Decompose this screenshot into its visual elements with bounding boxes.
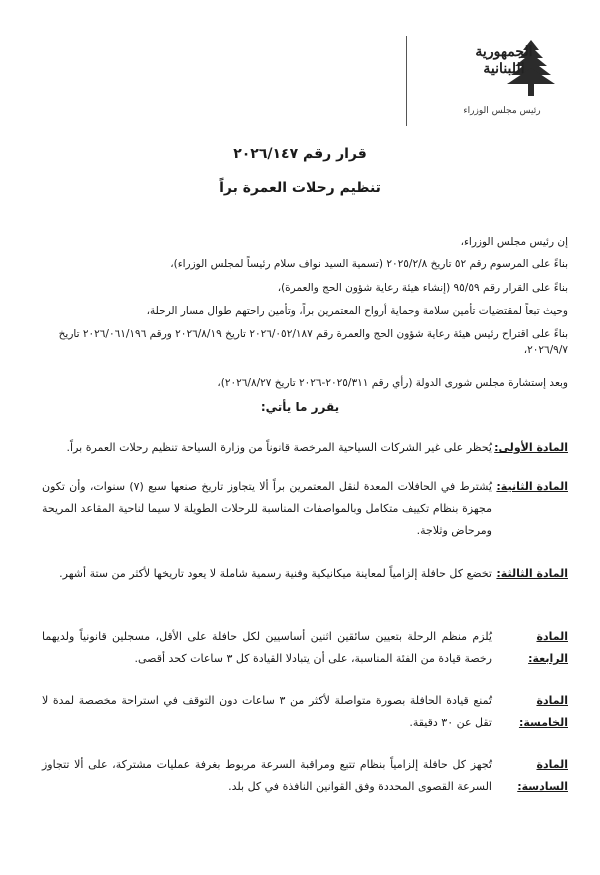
preamble-line: بناءً على اقتراح رئيس هيئة رعاية شؤون الحج والعمرة رقم ٢٠٢٦/٠٥٢/١٨٧ تاريخ ٢٠٢٦/٨/١٩ ورقم ٢٠٢٦/٠٦١/١٩٦ تاريخ ٢٠٢٦/٩/٧، xyxy=(58,328,568,356)
preamble-line: بناءً على القرار رقم ٩٥/٥٩ (إنشاء هيئة رعاية شؤون الحج والعمرة)، xyxy=(277,282,568,294)
article-text: تُمنع قيادة الحافلة بصورة متواصلة لأكثر من ٣ ساعات دون التوقف في استراحة مخصصة لمدة لا تقل عن ٣٠ دقيقة. xyxy=(42,694,492,729)
decision-subject: تنظيم رحلات العمرة براً xyxy=(219,180,381,196)
preamble-line: بناءً على المرسوم رقم ٥٢ تاريخ ٢٠٢٥/٢/٨ (تسمية السيد نواف سلام رئيساً لمجلس الوزراء)، xyxy=(170,258,568,270)
preamble-line: إن رئيس مجلس الوزراء، xyxy=(460,236,568,248)
letterhead-name: الجمهورية اللبنانية xyxy=(475,44,533,77)
article-text: تخضع كل حافلة إلزامياً لمعاينة ميكانيكية وفنية رسمية شاملة لا يعود تاريخها لأكثر من ستة أشهر. xyxy=(59,567,492,580)
article-label: المادة الأولى: xyxy=(494,441,568,454)
letterhead-divider xyxy=(406,36,407,126)
article-label: المادة السادسة: xyxy=(517,758,568,793)
article-text: يُلزم منظم الرحلة بتعيين سائقين اثنين أساسيين لكل حافلة على الأقل، مسجلين قانونياً ولديهما رخصة قيادة من الفئة المناسبة، على أن يتبادلا القيادة كل ٣ ساعات كحد أقصى. xyxy=(42,630,492,665)
article-label: المادة الخامسة: xyxy=(518,694,568,729)
decides-heading: يقرر ما يأتي: xyxy=(260,400,340,414)
article-label: المادة الثالثة: xyxy=(496,567,568,580)
preamble-line: وبعد إستشارة مجلس شورى الدولة (رأي رقم ٢٠٢٥/٣١١-٢٠٢٦ تاريخ ٢٠٢٦/٨/٢٧)، xyxy=(217,377,568,389)
preamble-line: وحيث تبعاً لمقتضيات تأمين سلامة وحماية أرواح المعتمرين براً، وتأمين راحتهم طوال مسار الرحلة، xyxy=(146,305,568,317)
article-text: تُجهز كل حافلة إلزامياً بنظام تتبع ومراقبة السرعة مربوط بغرفة عمليات مشتركة، على ألا تتجاوز السرعة القصوى المحددة وفق القوانين النافذة في كل بلد. xyxy=(42,758,492,793)
article-text: يُحظر على غير الشركات السياحية المرخصة قانوناً من وزارة السياحة تنظيم رحلات العمرة براً. xyxy=(66,441,492,454)
letterhead-office: رئيس مجلس الوزراء xyxy=(463,106,541,116)
article-label: المادة الرابعة: xyxy=(528,630,568,665)
article-text: يُشترط في الحافلات المعدة لنقل المعتمرين براً ألا يتجاوز تاريخ صنعها سبع (٧) سنوات، وأن تكون مجهزة بنظام تكييف متكامل وبالمواصفات المناسبة للرحلات الطويلة لا سيما لناحية المقاعد المريحة ومرحاض وثلاجة. xyxy=(42,480,492,537)
article-label: المادة الثانية: xyxy=(496,480,568,493)
decision-number: قرار رقم ٢٠٢٦/١٤٧ xyxy=(233,146,367,162)
